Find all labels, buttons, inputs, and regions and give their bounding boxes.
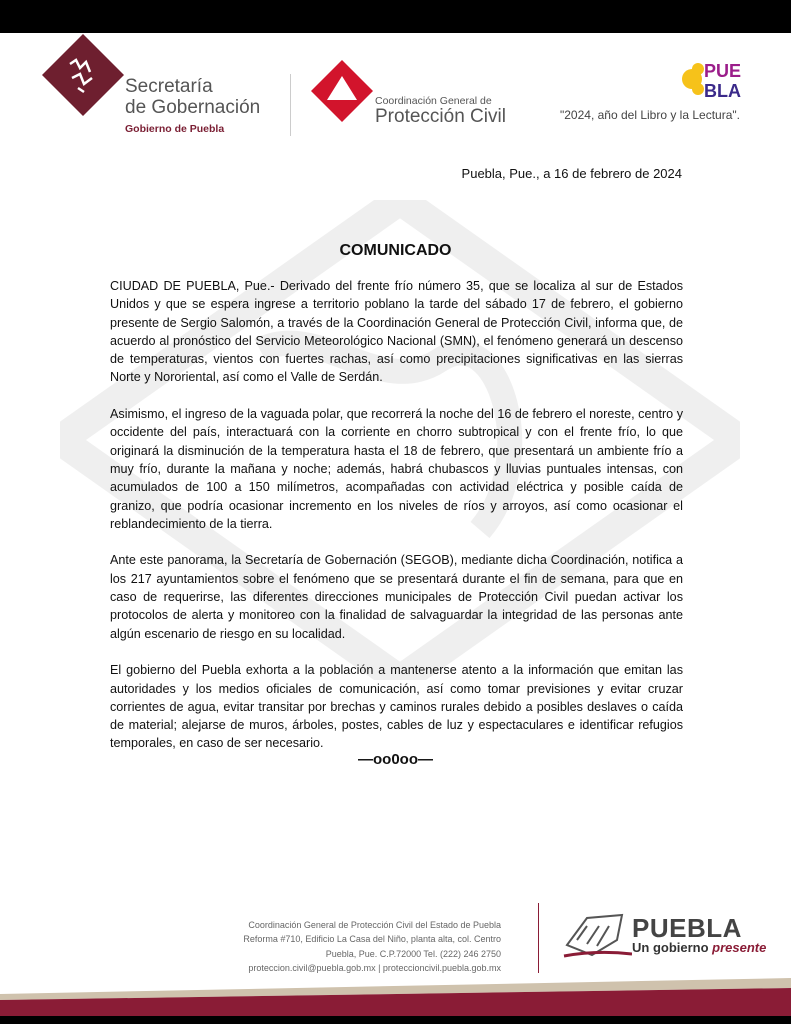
footer-line: Puebla, Pue. C.P.72000 Tel. (222) 246 2750: [325, 948, 501, 959]
footer-line: Coordinación General de Protección Civil del Estado de Puebla: [248, 920, 501, 930]
footer-brand: PUEBLA: [632, 913, 742, 943]
paragraph: Asimismo, el ingreso de la vaguada polar, que recorrerá la noche del 16 de febrero el noreste, centro y occidente del país, interactuará con la corriente en chorro subtropical y con el frente frío, lo que originará la disminución de la temperatura hasta el 18 de febrero, que presentará un ambiente frío a muy frío, durante la mañana y noche; además, habrá chubascos y lluvias puntuales intensas, con acumulados de 100 a 150 milímetros, acompañadas con actividad eléctrica y posible caída de granizo, que podría ocasionar incremento en los niveles de ríos y arroyos, así como ocasionar el reblandecimiento de la tierra.: [110, 407, 683, 531]
top-bar: [0, 0, 791, 33]
puebla-government-emblem-icon: [562, 910, 632, 960]
pc-line1: Coordinación General de: [375, 95, 492, 107]
document-date: Puebla, Pue., a 16 de febrero de 2024: [461, 166, 682, 181]
footer-contact-link[interactable]: proteccion.civil@puebla.gob.mx | proteccioncivil.puebla.gob.mx: [248, 962, 501, 973]
puebla-logo-icon: [680, 57, 750, 101]
document-body: [110, 277, 683, 771]
footer-line: Reforma #710, Edificio La Casa del Niño, planta alta, col. Centro: [243, 934, 501, 945]
footer-address: [243, 918, 501, 975]
tagline-a: Un gobierno: [632, 940, 713, 955]
footer-band: [0, 978, 791, 1024]
paragraph: El gobierno del Puebla exhorta a la población a mantenerse atento a la información que emitan las autoridades y los medios oficiales de comunicación, así como tomar previsiones y evitar cruzar corrientes de agua, evitar transitar por brechas y caminos rurales debido a posibles deslaves o caída de material; alejarse de muros, árboles, postes, cables de luz y espectaculares e identificar refugios temporales, en caso de ser necesario.: [110, 663, 683, 751]
document-title: COMUNICADO: [339, 242, 452, 259]
proteccion-civil-logo-icon: [311, 60, 373, 122]
segob-brand: [125, 76, 260, 136]
paragraph: CIUDAD DE PUEBLA, Pue.- Derivado del frente frío número 35, que se localiza al sur de Estados Unidos y que se espera ingrese a territorio poblano la tarde del sábado 17 de febrero, el gobierno presente de Sergio Salomón, a través de la Coordinación General de Protección Civil, informa que, de acuerdo al pronóstico del Servicio Meteorológico Nacional (SMN), el fenómeno generará un descenso de temperaturas, vientos con fuertes rachas, así como precipitaciones significativas en las sierras Norte y Nororiental, así como el Valle de Serdán.: [110, 279, 683, 385]
pc-line2: Protección Civil: [375, 106, 506, 127]
svg-text:PUE: PUE: [704, 61, 742, 81]
segob-line2: de Gobernación: [125, 97, 261, 118]
segob-logo-icon: [42, 34, 124, 116]
footer-divider: [538, 903, 539, 973]
header-divider: [290, 74, 291, 136]
paragraph: Ante este panorama, la Secretaría de Gobernación (SEGOB), mediante dicha Coordinación, notifica a los 217 ayuntamientos sobre el fenómeno que se presentará durante el fin de semana, para que en caso de requerirse, las diferentes direcciones municipales de Protección Civil puedan activar los protocolos de alerta y monitoreo con la finalidad de salvaguardar la integridad de las personas ante algún escenario de riesgo en su localidad.: [110, 553, 683, 641]
tagline-b: presente: [712, 940, 767, 955]
year-motto: "2024, año del Libro y la Lectura".: [560, 108, 740, 122]
svg-text:BLA: BLA: [704, 81, 741, 101]
segob-sub: Gobierno de Puebla: [125, 123, 225, 135]
pc-brand: [375, 95, 506, 127]
closing-mark: —oo0oo—: [358, 751, 433, 768]
segob-line1: Secretaría: [125, 76, 213, 97]
footer-tagline: [632, 940, 766, 955]
